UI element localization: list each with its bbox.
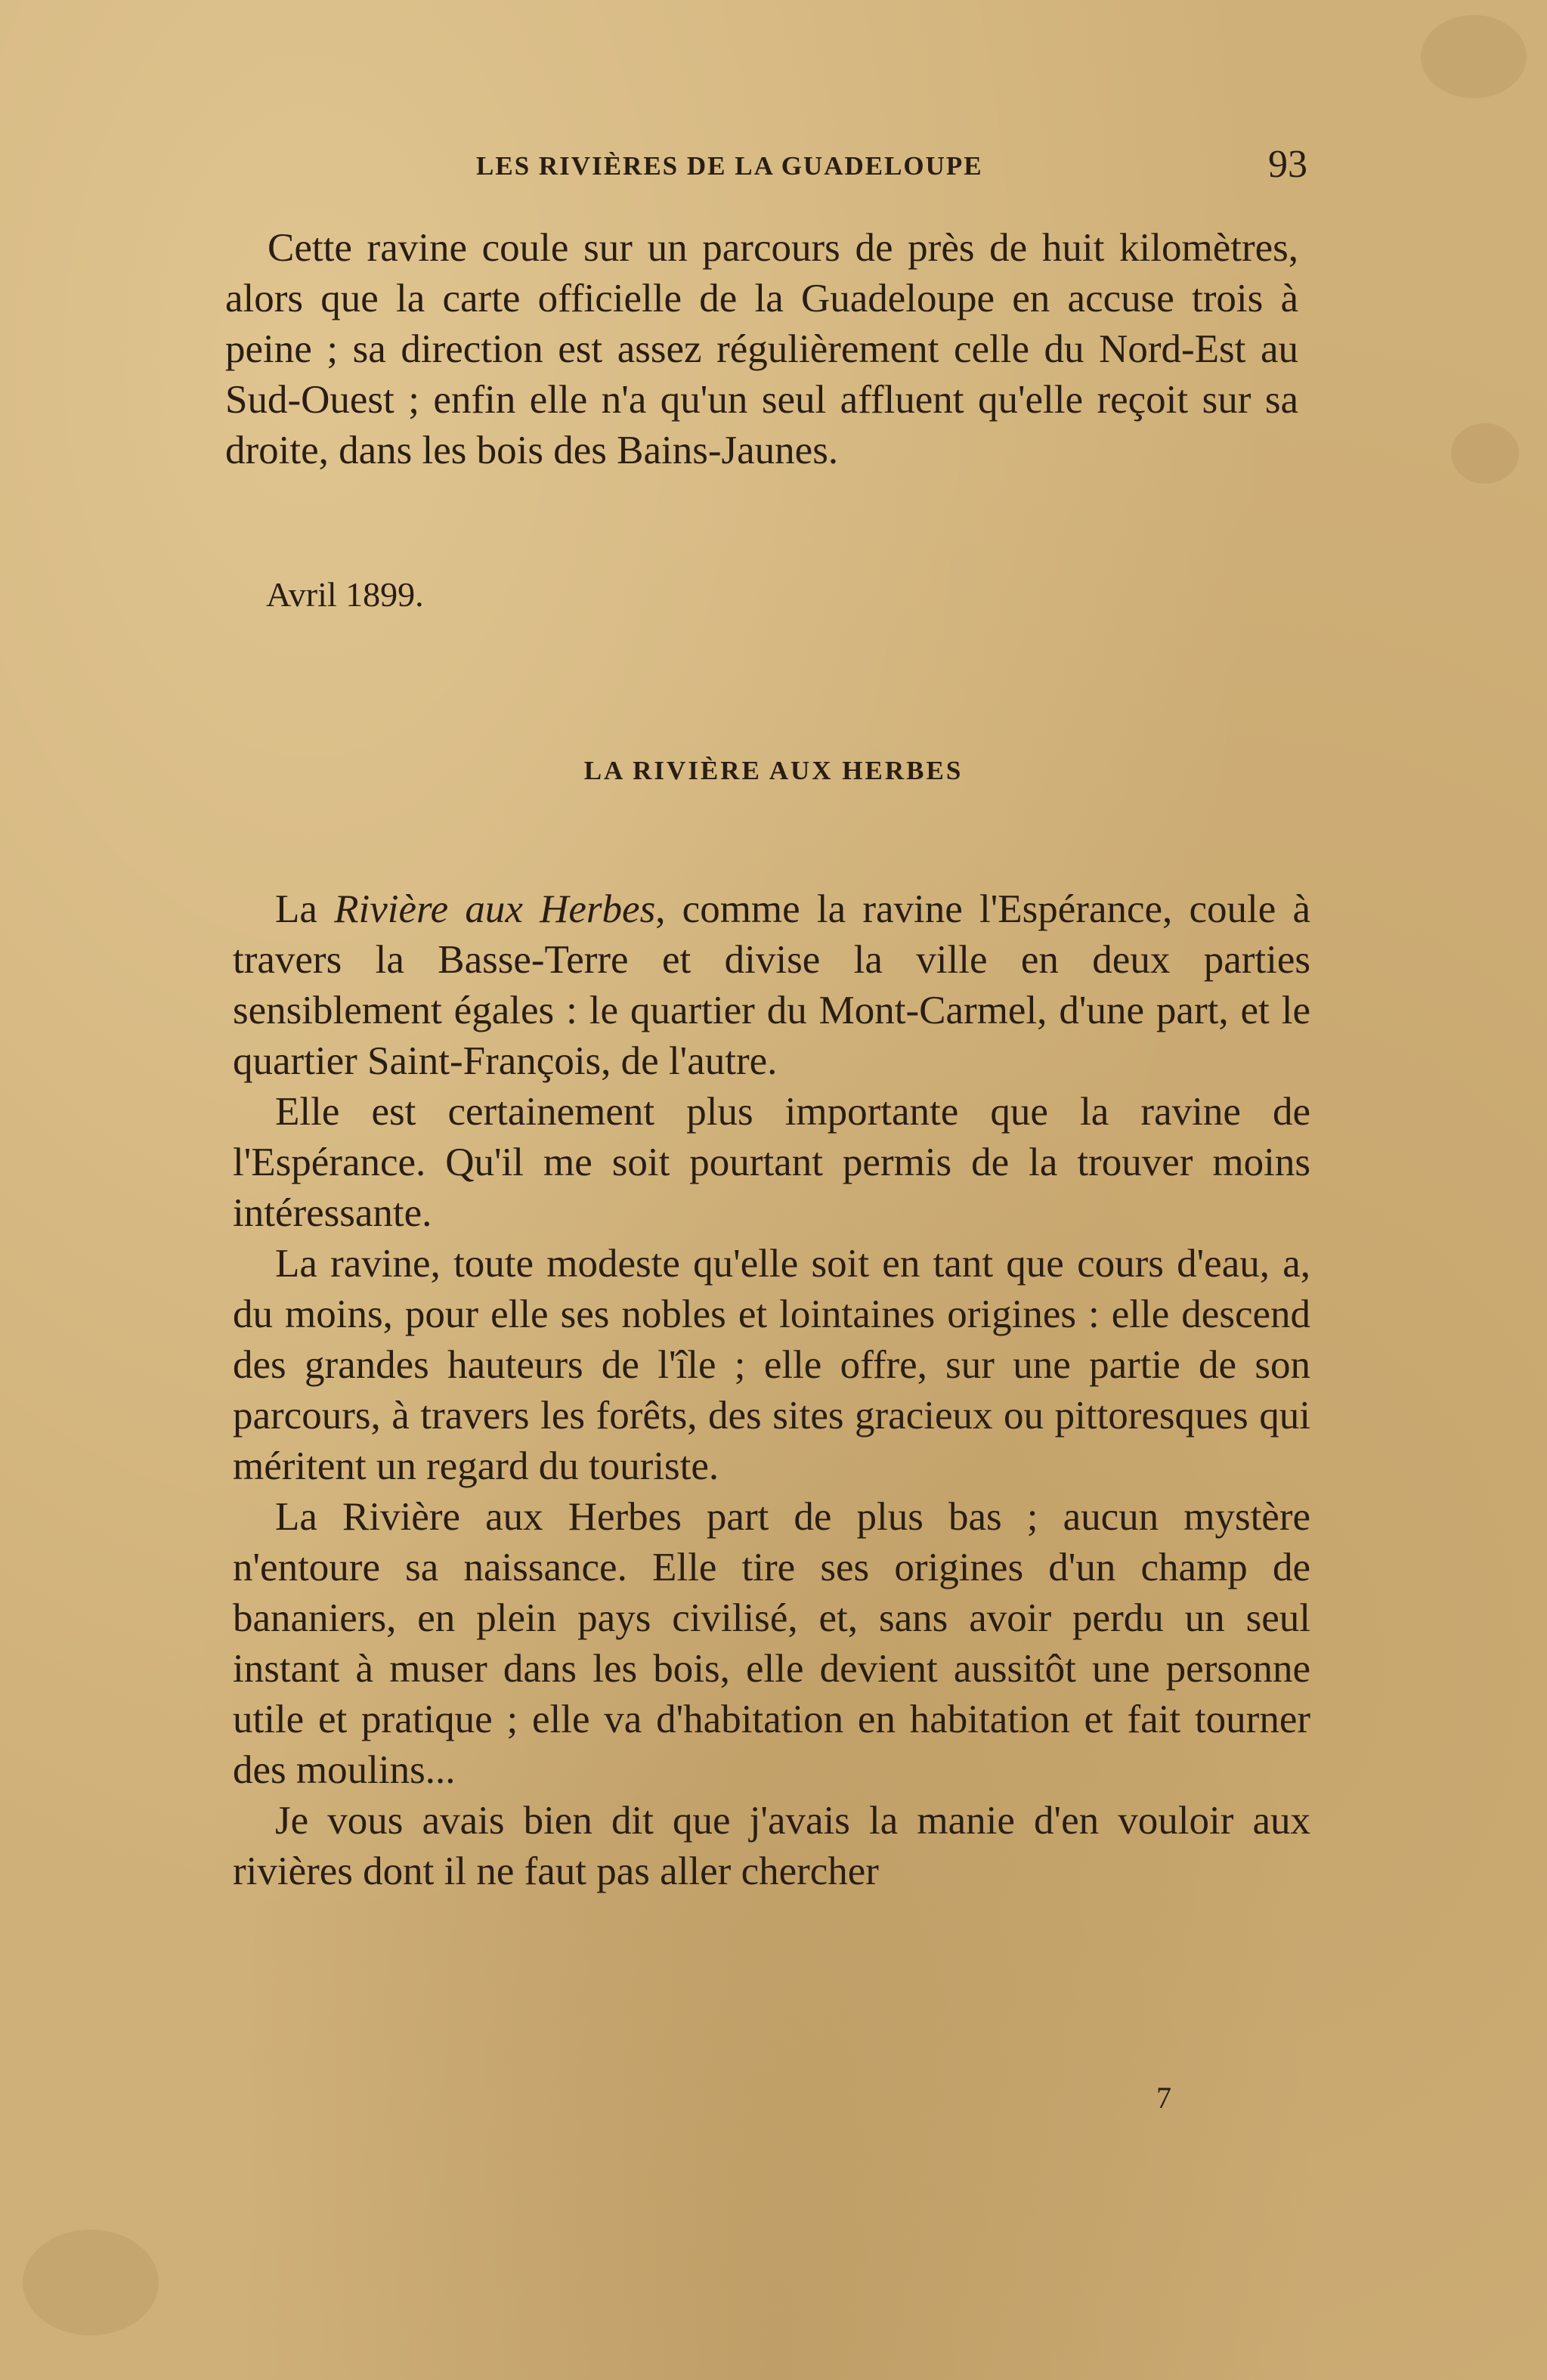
running-title: LES RIVIÈRES DE LA GUADELOUPE (476, 151, 983, 181)
river-name-italic: Rivière aux Herbes (334, 887, 656, 931)
paragraph: Elle est certainement plus importante que la ravine de l'Espérance. Qu'il me soit pourtant permis de la trouver moins intéressante. (233, 1090, 1310, 1235)
paragraph-rest: , comme la ravine l'Espérance, coule à travers la Basse-Terre et divise la ville en deux parties sensiblement égales : le quartier du Mont-Carmel, d'une part, et le quartier Saint-François, de l'autre. (233, 887, 1310, 1083)
paper-stain (1451, 423, 1519, 484)
section-heading: LA RIVIÈRE AUX HERBES (583, 756, 964, 785)
page-header (227, 143, 1307, 197)
paragraph (233, 884, 1310, 1087)
text-block-intro (225, 223, 1298, 476)
page-number: 93 (1268, 143, 1307, 186)
paragraph: Je vous avais bien dit que j'avais la manie d'en vouloir aux rivières dont il ne faut pas aller chercher (233, 1799, 1310, 1893)
signature-mark: 7 (1156, 2081, 1171, 2115)
paragraph-prefix: La (275, 887, 335, 931)
paragraph: La ravine, toute modeste qu'elle soit en tant que cours d'eau, a, du moins, pour elle ses nobles et lointaines origines : elle descend des grandes hauteurs de l'île ; elle offre, sur une partie de son parcours, à travers les forêts, des sites gracieux ou pittoresques qui méritent un regard du touriste. (233, 1242, 1310, 1488)
dateline: Avril 1899. (266, 575, 424, 614)
paper-stain (23, 2230, 159, 2335)
paragraph: La Rivière aux Herbes part de plus bas ; aucun mystère n'entoure sa naissance. Elle tire ses origines d'un champ de bananiers, en plein pays civilisé, et, sans avoir perdu un seul instant à muser dans les bois, elle devient aussitôt une personne utile et pratique ; elle va d'habitation en habitation et fait tourner des moulins... (233, 1495, 1310, 1792)
paragraph: Cette ravine coule sur un parcours de près de huit kilomètres, alors que la carte officielle de la Guadeloupe en accuse trois à peine ; sa direction est assez régulièrement celle du Nord-Est au Sud-Ouest ; enfin elle n'a qu'un seul affluent qu'elle reçoit sur sa droite, dans les bois des Bains-Jaunes. (225, 226, 1298, 472)
paper-stain (1421, 15, 1527, 98)
section-body (233, 884, 1310, 1897)
